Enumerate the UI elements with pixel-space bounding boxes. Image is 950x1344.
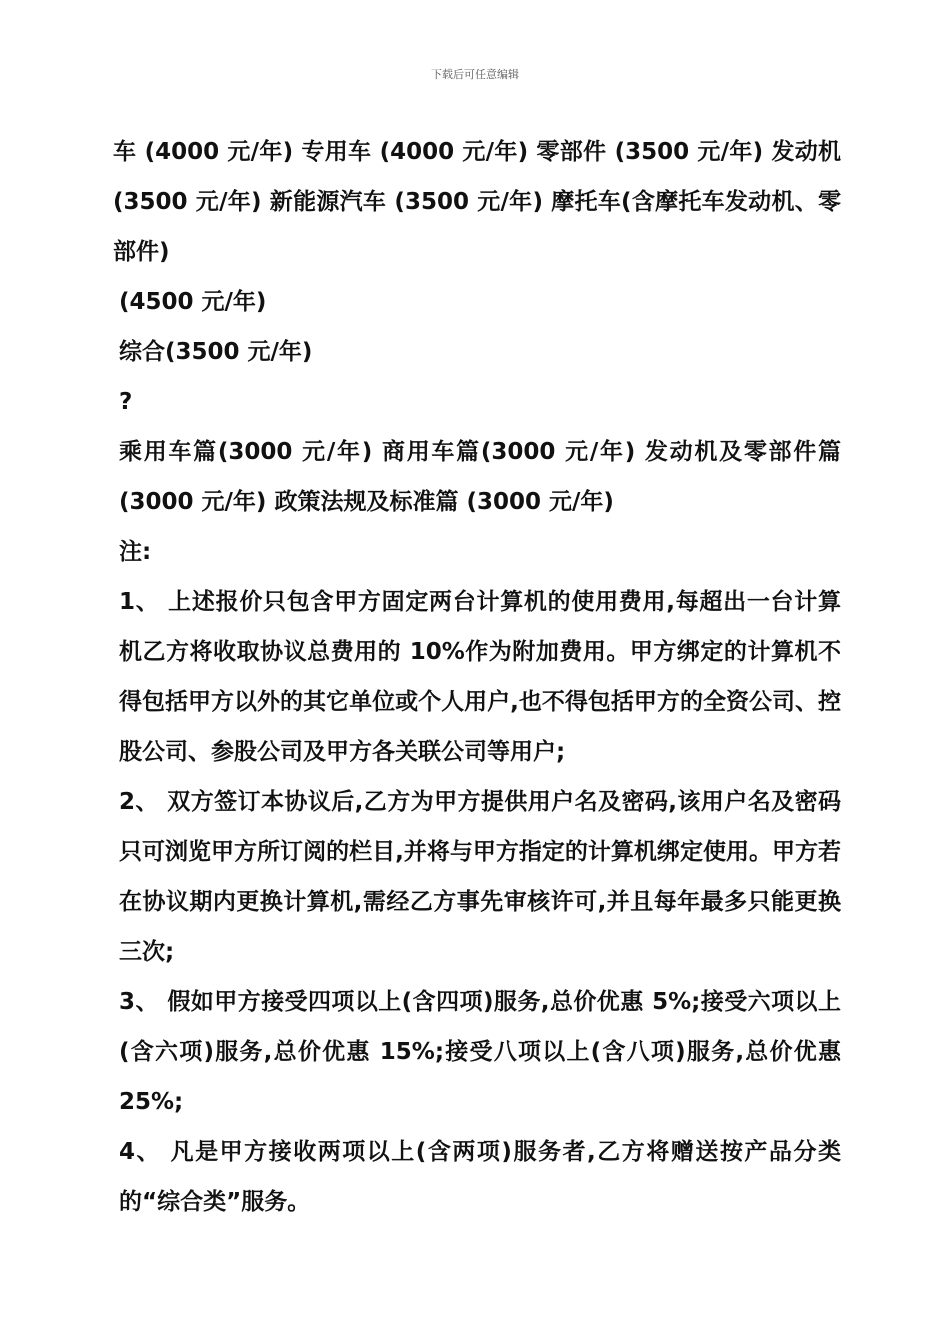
note-item-4: 4、 凡是甲方接收两项以上(含两项)服务者,乙方将赠送按产品分类的“综合类”服务。 [119,1139,841,1215]
note-item-1: 1、 上述报价只包含甲方固定两台计算机的使用费用,每超出一台计算机乙方将收取协议总费用的 10%作为附加费用。甲方绑定的计算机不得包括甲方以外的其它单位或个人用户,也不得包括甲方的全资公司、控股公司、参股公司及甲方各关联公司等用户; [119,589,841,765]
price-line: 综合(3500 元/年) [119,339,313,365]
placeholder-line: ? [119,389,133,415]
price-line: (4500 元/年) [119,289,267,315]
notes-heading: 注: [119,539,152,565]
note-item-2: 2、 双方签订本协议后,乙方为甲方提供用户名及密码,该用户名及密码只可浏览甲方所订阅的栏目,并将与甲方指定的计算机绑定使用。甲方若在协议期内更换计算机,需经乙方事先审核许可,并且每年最多只能更换三次; [119,789,841,965]
note-item-3: 3、 假如甲方接受四项以上(含四项)服务,总价优惠 5%;接受六项以上(含六项)服务,总价优惠 15%;接受八项以上(含八项)服务,总价优惠 25%; [119,989,841,1115]
price-list-paragraph: 车 (4000 元/年) 专用车 (4000 元/年) 零部件 (3500 元/年) 发动机 (3500 元/年) 新能源汽车 (3500 元/年) 摩托车(含摩托车发动机、零部件) [113,139,841,265]
report-price-paragraph: 乘用车篇(3000 元/年) 商用车篇(3000 元/年) 发动机及零部件篇 (3000 元/年) 政策法规及标准篇 (3000 元/年) [119,439,841,515]
page-header: 下载后可任意编辑 [431,68,519,81]
document-body [113,127,841,1227]
